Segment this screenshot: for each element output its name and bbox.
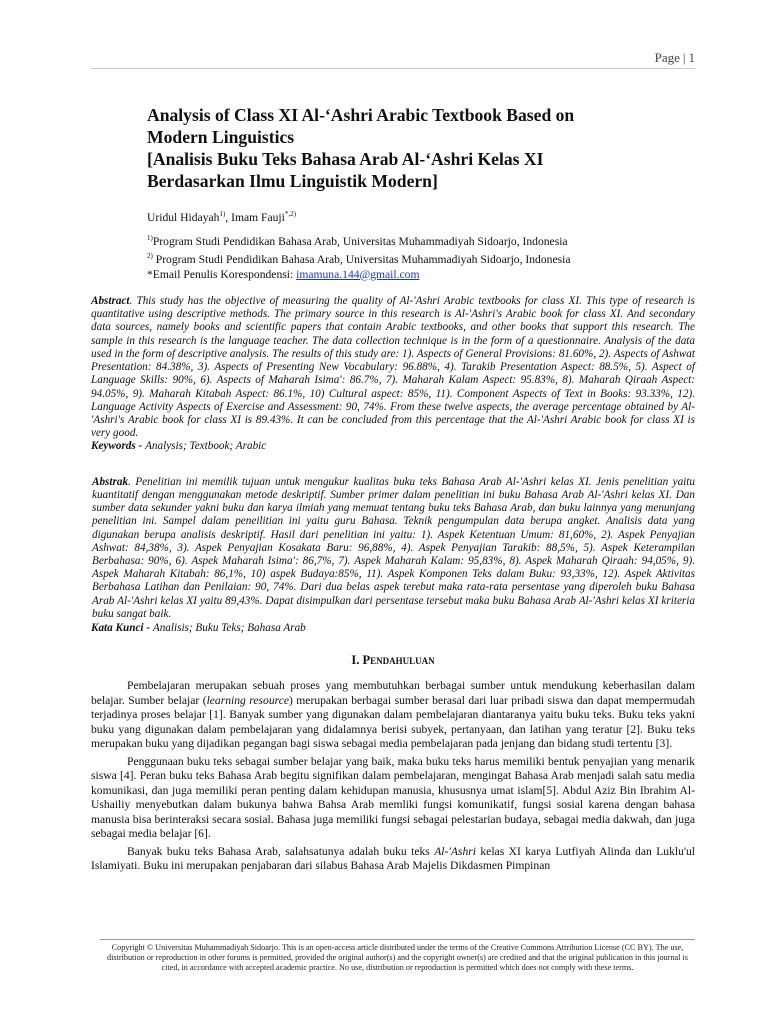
paragraph-1: [91, 679, 695, 752]
abstract-english: [91, 295, 695, 440]
affiliation-1: [147, 231, 695, 249]
abstract-text: . This study has the objective of measuring the quality of Al-'Ashri Arabic textbooks for class XI. This type of research is quantitative using descriptive methods. The primary source in this research is Al-'Ashri's Arabic book for class XI. And secondary data sources, namely books and scientific papers that contain Arabic textbooks, and other books that support this research. The sample in this research is the language teacher. The data collection technique is in the form of a questionnaire. Analysis of the data used in the form of descriptive analysis. The results of this study are: 1). Aspects of General Provisions: 81.60%, 2). Aspects of Ashwat Presentation: 84.38%, 3). Aspects of Presenting New Vocabulary: 96.88%, 4). Tarakib Presentation Aspect: 88.5%, 5). Aspect of Language Skills: 90%, 6). Aspects of Maharah Isima': 86.7%, 7). Maharah Kalam Aspect: 95.83%, 8). Maharah Qiraah Aspect: 94.05%, 9). Maharah Kitabah Aspect: 86.1%, 10) Cultural aspect: 85%, 11). Component Aspects of Text in Books: 93.33%, 12). Language Activity Aspects of Exercise and Assessment: 90, 74%. From these twelve aspects, the average percentage obtained by Al-'Ashri's Arabic book for class XI is 89.43%. It can be concluded from this percentage that the Al-'Ashri Arabic book for class XI is very good.: [91, 295, 695, 440]
abstrak-lead: Abstrak: [92, 475, 129, 488]
page-header: [91, 50, 695, 69]
section-body: [91, 679, 695, 874]
paragraph-1-part-b: ) merupakan berbagai sumber berasal dari luar pribadi siswa dan dapat mempermudah terjadinya proses belajar [1]. Banyak sumber yang digunakan dalam pembelajaran diantaranya yaitu buku teks. Buku teks yakni buku yang digunakan dalam pembelajaran yang didalamnya berisi subyek, pertanyaan, dan latihan yang teratur [2]. Buku teks merupakan buku yang dijadikan pegangan bagi siswa sebagai media pembelajaran pada jenjang dan bidang studi tertentu [3].: [91, 693, 695, 751]
abstract-lead: Abstract: [91, 295, 130, 308]
keywords-text: Analysis; Textbook; Arabic: [145, 440, 267, 453]
corresponding-email: [147, 268, 695, 283]
title-english-line-1: Analysis of Class XI Al-‘Ashri Arabic Textbook Based on: [147, 105, 575, 125]
author-1: Uridul Hidayah: [147, 210, 220, 224]
paragraph-1-part-a: Pembelajaran merupakan sebuah proses yang membutuhkan berbagai sumber untuk mendukung keberhasilan dalam belajar. Sumber belajar (: [91, 679, 695, 707]
paragraph-3-part-b: kelas XI karya Lutfiyah Alinda dan Luklu'ul Islamiyati. Buku ini merupakan penjabaran dari silabus Bahasa Arab Majelis Dikdasmen Pimpinan: [91, 844, 695, 873]
title-english-line-2: Modern Linguistics: [147, 127, 295, 147]
author-1-sup: 1): [219, 210, 226, 218]
email-link[interactable]: imamuna.144@gmail.com: [296, 267, 420, 281]
paragraph-2: Penggunaan buku teks sebagai sumber belajar yang baik, maka buku teks harus memiliki bentuk penyajian yang menarik siswa [4]. Peran buku teks Bahasa Arab begitu signifikan dalam pembelajaran, mengingat Bahasa Arab menjadi salah satu media komunikasi, dan juga memiliki peran penting dalam kehidupan manusia, khususnya umat islam[5]. Abdul Aziz Bin Ibrahim Al-Ushailiy menyebutkan dalam bukunya bahwa Bahsa Arab memliki fungsi komunikatif, fungsi sosial karena dengan bahasa manusia bisa berinteraksi secara sosial. Bahasa juga memiliki fungsi sebagai pelestarian budaya, sebagai media dakwah, dan juga sebagai media belajar [6].: [91, 754, 695, 841]
author-list: [147, 207, 695, 225]
paragraph-3-part-a: Banyak buku teks Bahasa Arab, salahsatunya adalah buku teks: [127, 844, 435, 858]
keywords-indonesian: [91, 622, 695, 635]
author-2-sup: *,2): [284, 210, 296, 218]
abstrak-text: . Penelitian ini memilik tujuan untuk mengukur kualitas buku teks Bahasa Arab Al-'Ashri kelas XI. Jenis penelitian yaitu kuantitatif dengan menggunakan metode deskriptif. Sumber primer dalam penelitian ini buku Bahasa Arab Al-'Ashri kelas XI. Dan sumber data sekunder yakni buku dan karya ilmiah yang memuat tentang buku teks Bahasa Arab, dan buku lainnya yang menunjang penelitian ini. Sampel dalam peneilitian ini yaitu guru Bahasa. Teknik pengumpulan data berupa angket. Analisis data yang digunakan berupa analisis deskriptif. Hasil dari penelitian ini yaitu: 1). Aspek Ketentuan Umum: 81,60%, 2). Aspek Penyajian Ashwat: 84,38%, 3). Aspek Penyajian Kosakata Baru: 96,88%, 4). Aspek Penyajian Tarakib: 88,5%, 5). Aspek Keterampilan Berbahasa: 90%, 6). Aspek Maharah Isima': 86,7%, 7). Aspek Maharah Kalam: 95,83%, 8). Aspek Maharah Qiraah: 94,05%, 9). Aspek Maharah Kitabah: 86,1%, 10) aspek Budaya:85%, 11). Aspek Komponen Teks dalam Buku: 93,33%, 12). Aspek Aktivitas Berbahasa Latihan dan Penilaian: 90, 74%. Dari dua belas aspek terebut maka rata-rata persentase yang diperoleh buku Bahasa Arab Al-'Ashri kelas XI yaitu 89,43%. Dapat disimpulkan dari persentase tersebut maka buku Bahasa Arab Al-'Ashri kelas XI kriteria buku sangat baik.: [92, 475, 695, 620]
affiliation-1-text: Program Studi Pendidikan Bahasa Arab, Universitas Muhammadiyah Sidoarjo, Indonesia: [152, 234, 568, 248]
paragraph-3-emphasis: Al-'Ashri: [434, 844, 476, 858]
section-title: I. Pendahuluan: [351, 653, 435, 668]
affiliation-2: [147, 249, 695, 267]
author-2: Imam Fauji: [231, 210, 285, 224]
paragraph-3: [91, 845, 695, 874]
affiliation-2-text: Program Studi Pendidikan Bahasa Arab, Universitas Muhammadiyah Sidoarjo, Indonesia: [152, 253, 571, 267]
page-number: 1: [688, 50, 695, 65]
page-separator: |: [682, 50, 686, 65]
paper-title: [147, 104, 647, 192]
email-label: *Email Penulis Korespondensi:: [147, 267, 297, 281]
kata-kunci-text: Analisis; Buku Teks; Bahasa Arab: [152, 621, 306, 634]
title-indonesian-line-2: Berdasarkan Ilmu Linguistik Modern]: [147, 171, 438, 191]
kata-kunci-label: Kata Kunci -: [91, 621, 153, 634]
page-label: Page: [654, 50, 680, 65]
abstract-indonesian: [91, 476, 695, 621]
paper-content: [91, 100, 695, 877]
affiliation-1-sup: 1): [147, 233, 153, 242]
author-separator: ,: [225, 210, 232, 224]
keywords-label: Keywords -: [91, 440, 146, 453]
copyright-footer: Copyright © Universitas Muhammadiyah Sidoarjo. This is an open-access article distributed under the terms of the Creative Commons Attribution License (CC BY). The use, distribution or reproduction in other forums is permitted, provided the original author(s) and the copyright owner(s) are credited and that the original publication in this journal is cited, in accordance with accepted academic practice. No use, distribution or reproduction is permitted which does not comply with these terms.: [100, 939, 695, 973]
affiliation-2-sup: 2): [147, 252, 153, 261]
paragraph-1-emphasis: learning resource: [206, 693, 289, 707]
affiliations: [147, 231, 695, 282]
title-indonesian-line-1: [Analisis Buku Teks Bahasa Arab Al-‘Ashri Kelas XI: [147, 149, 544, 169]
keywords-english: [91, 440, 695, 453]
